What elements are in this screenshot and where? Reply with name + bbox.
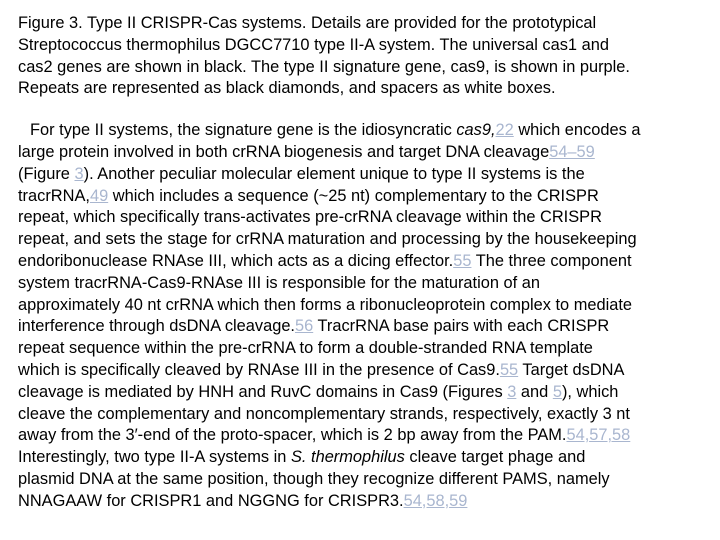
body-line [18, 425, 708, 447]
body-text: which encodes a [513, 121, 641, 140]
figure-caption [18, 13, 708, 100]
body-line [18, 229, 708, 251]
body-line [18, 382, 708, 404]
body-text: approximately 40 nt crRNA which then forms a ribonucleoprotein complex to mediate [18, 295, 633, 314]
species-name-italic: S. thermophilus [290, 448, 405, 467]
body-text: interference through dsDNA cleavage. [18, 317, 295, 336]
body-text: tracrRNA, [18, 186, 90, 205]
figure-link[interactable]: 5 [552, 382, 562, 401]
body-text: large protein involved in both crRNA biogenesis and target DNA cleavage [18, 142, 550, 161]
body-line [18, 447, 708, 469]
body-text: ), which [561, 382, 619, 401]
body-line [18, 469, 708, 491]
body-text: Interestingly, two type II-A systems in [18, 448, 291, 467]
citation-link[interactable]: 54–59 [549, 142, 595, 161]
body-text: which is specifically cleaved by RNAse III in the presence of Cas9. [18, 360, 500, 379]
body-line [18, 251, 708, 273]
body-line [18, 273, 708, 295]
body-line [18, 164, 708, 186]
body-text: endoribonuclease RNAse III, which acts as a dicing effector. [18, 251, 454, 270]
document-page [18, 13, 708, 513]
caption-line: cas2 genes are shown in black. The type II signature gene, cas9, is shown in purple. [18, 57, 630, 76]
body-text: Target dsDNA [518, 360, 625, 379]
body-text: cleave target phage and [404, 448, 586, 467]
body-text: repeat, and sets the stage for crRNA maturation and processing by the housekeeping [18, 230, 637, 249]
body-text: For type II systems, the signature gene is the idiosyncratic [30, 121, 457, 140]
body-line [18, 491, 708, 513]
body-line [18, 142, 708, 164]
body-text: cleavage is mediated by HNH and RuvC domains in Cas9 (Figures [18, 382, 508, 401]
citation-link[interactable]: 55 [453, 251, 472, 270]
body-line [18, 338, 708, 360]
body-line [18, 120, 708, 142]
caption-line: Figure 3. Type II CRISPR-Cas systems. Details are provided for the prototypical [18, 14, 597, 32]
body-line [18, 186, 708, 208]
body-line [18, 207, 708, 229]
citation-link[interactable]: 49 [89, 186, 109, 205]
body-text: repeat sequence within the pre-crRNA to form a double-stranded RNA template [18, 339, 593, 358]
body-text: (Figure [18, 164, 75, 183]
body-text: which includes a sequence (~25 nt) complementary to the CRISPR [108, 186, 599, 205]
citation-link[interactable]: 55 [499, 360, 519, 379]
caption-line: Repeats are represented as black diamonds, and spacers as white boxes. [18, 79, 556, 98]
gene-name-italic: cas9, [456, 121, 496, 140]
body-line [18, 360, 708, 382]
body-text: ). Another peculiar molecular element unique to type II systems is the [83, 164, 585, 183]
caption-line: Streptococcus thermophilus DGCC7710 type II-A system. The universal cas1 and [18, 35, 609, 54]
body-text: away from the 3′-end of the proto-spacer, which is 2 bp away from the PAM. [18, 426, 567, 445]
citation-link[interactable]: 56 [294, 317, 314, 336]
citation-link[interactable]: 54,58,59 [403, 491, 468, 510]
citation-link[interactable]: 54,57,58 [566, 426, 631, 445]
body-text: TracrRNA base pairs with each CRISPR [313, 317, 610, 336]
body-line [18, 404, 708, 426]
body-paragraph [18, 120, 708, 512]
body-text: repeat, which specifically trans-activates pre-crRNA cleavage within the CRISPR [18, 208, 602, 227]
figure-link[interactable]: 3 [74, 164, 84, 183]
body-line [18, 316, 708, 338]
figure-link[interactable]: 3 [507, 382, 517, 401]
body-line [18, 295, 708, 317]
body-text: system tracrRNA-Cas9-RNAse III is responsible for the maturation of an [18, 273, 540, 292]
body-text: and [516, 382, 553, 401]
body-text: NNAGAAW for CRISPR1 and NGGNG for CRISPR3. [18, 491, 404, 510]
body-text: plasmid DNA at the same position, though they recognize different PAMS, namely [18, 469, 610, 488]
citation-link[interactable]: 22 [495, 121, 514, 140]
body-text: The three component [471, 251, 632, 270]
body-text: cleave the complementary and noncomplementary strands, respectively, exactly 3 nt [18, 404, 630, 423]
